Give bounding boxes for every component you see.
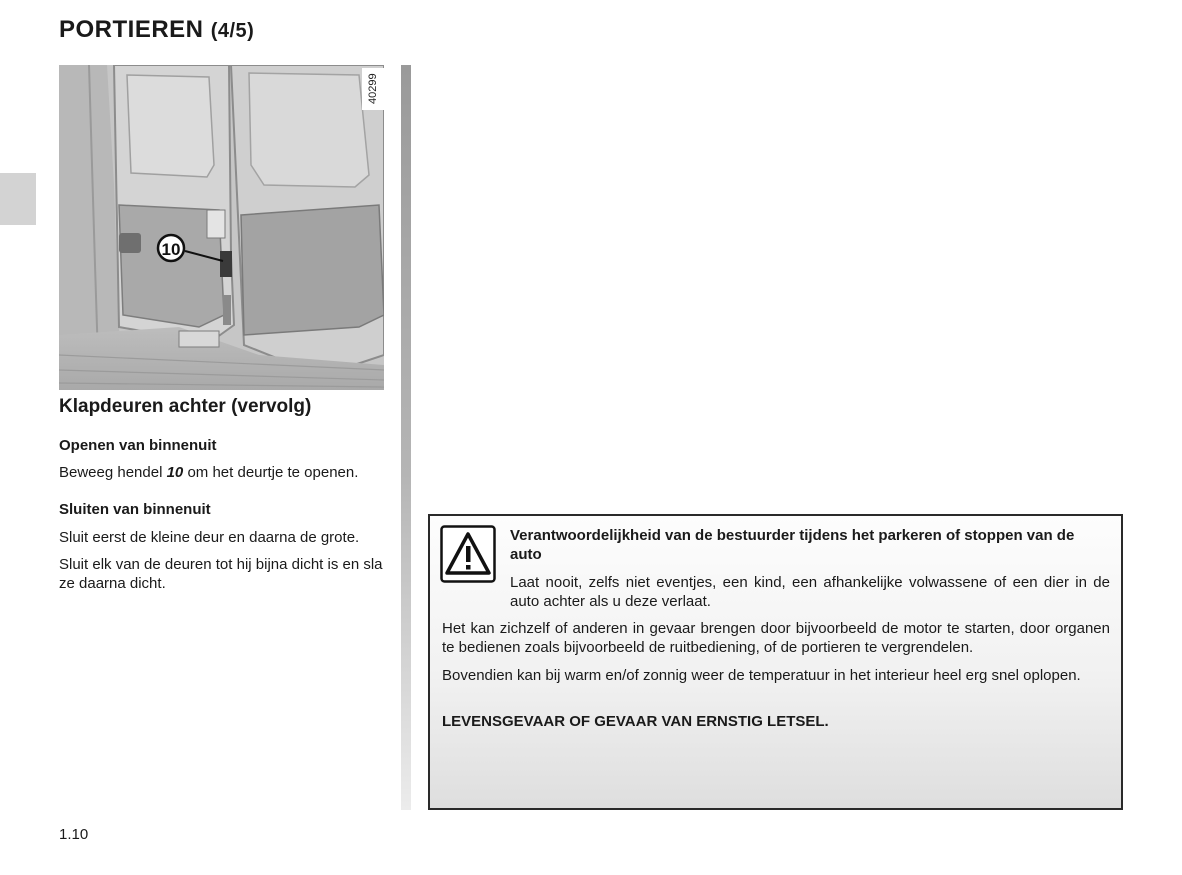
warning-text-3: Bovendien kan bij warm en/of zonnig weer de temperatuur in het interieur heel erg snel oplopen.	[442, 667, 1081, 684]
section-heading: Klapdeuren achter (vervolg)	[59, 396, 312, 417]
warning-box	[428, 514, 1123, 810]
opening-heading: Openen van binnenuit	[59, 437, 217, 454]
closing-text-2: Sluit elk van de deuren tot hij bijna dicht is en sla ze daarna dicht.	[59, 556, 383, 592]
rear-door-illustration	[59, 65, 384, 390]
callout-label: 10	[161, 240, 181, 259]
closing-heading: Sluiten van binnenuit	[59, 501, 211, 518]
closing-text-1: Sluit eerst de kleine deur en daarna de grote.	[59, 529, 360, 546]
chapter-tab	[0, 173, 36, 225]
page-number: 1.10	[59, 826, 89, 843]
opening-text-after: om het deurtje te openen.	[183, 464, 359, 481]
figure-code: 40299	[362, 68, 384, 110]
warning-title: Verantwoordelijkheid van de bestuurder tijdens het parkeren of stoppen van de auto	[510, 527, 1075, 563]
lever-reference: 10	[166, 464, 184, 481]
opening-text	[59, 463, 389, 482]
page-part-indicator: (4/5)	[210, 20, 255, 42]
warning-text-2: Het kan zichzelf of anderen in gevaar brengen door bijvoorbeeld de motor te starten, door organen te bedienen zoals bijvoorbeeld de ruitbediening, of de portieren te vergrendelen.	[442, 620, 1110, 656]
opening-text-before: Beweeg hendel	[59, 464, 167, 481]
warning-triangle-icon	[440, 525, 496, 583]
column-divider	[401, 65, 411, 810]
rear-door-interior-illustration	[59, 65, 384, 390]
warning-text-1: Laat nooit, zelfs niet eventjes, een kind, een afhankelijke volwassene of een dier in de auto achter als u deze verlaat.	[510, 574, 1110, 610]
warning-text-4: LEVENSGEVAAR OF GEVAAR VAN ERNSTIG LETSEL.	[442, 713, 829, 730]
page-title	[59, 16, 254, 44]
page-title-text: PORTIEREN	[59, 16, 204, 43]
